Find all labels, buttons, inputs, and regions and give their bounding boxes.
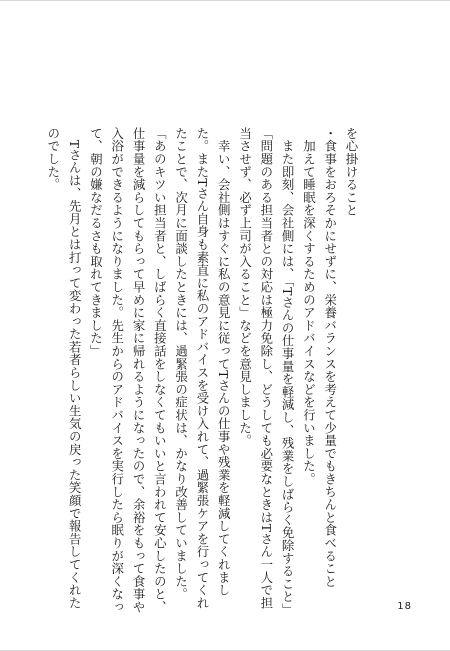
text-line: Tさんは、先月とは打って変わった若者らしい生気の戻った笑顔で報告してくれた — [67, 127, 83, 610]
text-line: たことで、次月に面談したときには、過緊張の症状は、かなり改善していました。 — [173, 127, 189, 601]
text-line: 幸い、会社側はすぐに私の意見に従ってTさんの仕事や残業を軽減してくれまし — [216, 127, 232, 597]
text-line: 加えて睡眠を深くするためのアドバイスなどを行いました。 — [301, 127, 317, 486]
text-line: 入浴ができるようになりました。先生からのアドバイスを実行したら眠りが深くなっ — [109, 127, 125, 614]
page-number: 18 — [397, 601, 412, 612]
text-line: た。またTさん自身も素直に私のアドバイスを受け入れて、過緊張ケアを行ってくれ — [194, 127, 210, 610]
text-line: 「問題のある担当者との対応は極力免除し、どうしても必要なときはTさん一人で担 — [258, 127, 274, 610]
text-line: ・食事をおろそかにせずに、栄養バランスを考えて少量でもきちんと食べること — [322, 127, 338, 588]
text-line: 仕事量を減らしてもらって早めに家に帰れるようになったので、余裕をもって食事や — [131, 127, 147, 614]
text-line: のでした。 — [45, 127, 61, 191]
text-line: て、朝の嫌なだるさも取れてきました」 — [88, 127, 104, 358]
body-text — [43, 127, 362, 616]
text-line: 当させず、必ず上司が入ること」などを意見しました。 — [237, 127, 253, 447]
text-line: 「あのキツい担当者と、しばらく直接話をしなくてもいいと言われて安心したのと、 — [152, 127, 168, 614]
text-line: また即刻、会社側には、「Tさんの仕事量を軽減し、残業をしばらく免除すること」 — [280, 127, 296, 616]
text-line: を心掛けること — [344, 127, 359, 217]
